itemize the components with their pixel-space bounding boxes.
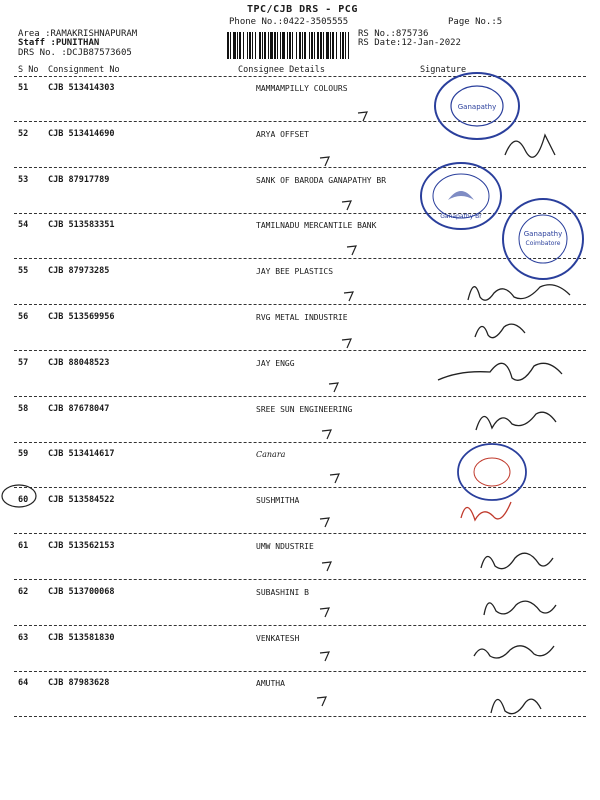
signature-60 [455,490,515,530]
page-number: Page No.:5 [448,17,503,27]
row-consignment-no: CJB 513414303 [48,83,115,93]
rs-date: RS Date:12-Jan-2022 [358,38,461,48]
row-sno: 51 [18,83,29,93]
svg-text:Ganapathy Br: Ganapathy Br [440,213,482,220]
row-consignee-name: Canara [256,450,286,460]
row-divider [14,533,586,534]
handwritten-tick-mark [318,516,332,528]
page-title: TPC/CJB DRS - PCG [247,4,358,15]
signature-62 [478,585,558,625]
row-sno: 63 [18,632,29,643]
row-sno: 62 [18,586,29,597]
row-consignment-no: CJB 513581830 [48,632,115,643]
handwritten-circle-mark [0,482,40,510]
signature-56 [470,315,530,345]
row-consignee-name: TAMILNADU MERCANTILE BANK [256,221,377,231]
row-sno: 59 [18,449,29,460]
bank-of-baroda-stamp [418,160,504,232]
row-consignee-name: SREE SUN ENGINEERING [256,404,353,414]
handwritten-tick-mark [340,337,354,349]
signature-63 [468,632,558,668]
row-consignment-no: CJB 88048523 [48,357,110,368]
handwritten-tick-mark [340,199,354,211]
area-label: Area :RAMAKRISHNAPURAM [18,29,138,39]
signature-64 [485,683,545,723]
row-consignee-name: AMUTHA [256,679,285,689]
row-consignee-name: JAY BEE PLASTICS [256,267,334,277]
signature-57 [430,350,570,394]
signature-58 [470,400,560,440]
row-sno: 57 [18,357,29,368]
row-divider [14,258,586,259]
svg-text:Ganapathy: Ganapathy [523,230,563,238]
column-header-signature: Signature [420,65,467,75]
row-divider [14,213,586,214]
handwritten-tick-mark [318,155,332,167]
row-consignee-name: SUSHMITHA [256,496,300,506]
row-consignment-no: CJB 513569956 [48,312,115,322]
handwritten-tick-mark [320,428,334,440]
staff-label: Staff :PUNITHAN [18,38,100,48]
row-sno: 54 [18,220,29,231]
tmb-stamp [498,196,588,282]
drs-number: DRS No. :DCJB87573605 [18,48,132,58]
column-header-consignee: Consignee Details [238,65,325,75]
row-divider [14,167,586,168]
column-header-sno: S No [18,65,39,75]
row-consignment-no: CJB 87973285 [48,266,110,277]
row-consignee-name: JAY ENGG [256,358,295,368]
row-sno: 55 [18,266,29,277]
handwritten-tick-mark [315,695,329,707]
row-consignment-no: CJB 513562153 [48,541,115,551]
row-divider [14,396,586,397]
row-consignment-no: CJB 87983628 [48,678,110,689]
signature-61 [475,540,555,580]
signature-55 [460,275,580,313]
svg-text:Ganapathy: Ganapathy [457,103,497,111]
handwritten-tick-mark [318,650,332,662]
handwritten-tick-mark [327,381,341,393]
handwritten-tick-mark [318,606,332,618]
row-sno: 56 [18,312,29,322]
handwritten-tick-mark [342,290,356,302]
row-consignee-name: SANK OF BARODA GANAPATHY BR [256,175,387,185]
handwritten-tick-mark [345,244,359,256]
row-consignment-no: CJB 513583351 [48,220,115,231]
row-divider [14,671,586,672]
row-sno: 53 [18,174,29,185]
column-header-consignment: Consignment No [48,65,120,75]
row-consignment-no: CJB 87917789 [48,174,110,185]
row-consignment-no: CJB 513584522 [48,495,115,506]
row-consignee-name: VENKATESH [256,633,300,643]
row-consignee-name: ARYA OFFSET [256,129,309,139]
row-sno: 61 [18,541,29,551]
row-sno: 58 [18,403,29,414]
handwritten-tick-mark [328,472,342,484]
row-sno: 52 [18,128,29,139]
row-consignment-no: CJB 513414690 [48,128,115,139]
barcode-image [227,32,351,59]
row-sno: 64 [18,678,29,689]
row-consignee-name: SUBASHINI B [256,587,309,597]
handwritten-tick-mark [320,560,334,572]
row-sno: 60 [18,495,29,506]
row-consignment-no: CJB 87678047 [48,403,110,414]
row-consignment-no: CJB 513414617 [48,449,115,460]
svg-text:Coimbatore: Coimbatore [525,240,561,247]
signature-52 [500,125,560,165]
row-consignment-no: CJB 513700068 [48,586,115,597]
rs-number: RS No.:875736 [358,29,429,39]
row-consignee-name: UMW NDUSTRIE [256,542,314,551]
row-consignee-name: MAMMAMPILLY COLOURS [256,84,348,93]
phone-number: Phone No.:0422-3505555 [229,17,349,27]
row-consignee-name: RVG METAL INDUSTRIE [256,313,348,322]
